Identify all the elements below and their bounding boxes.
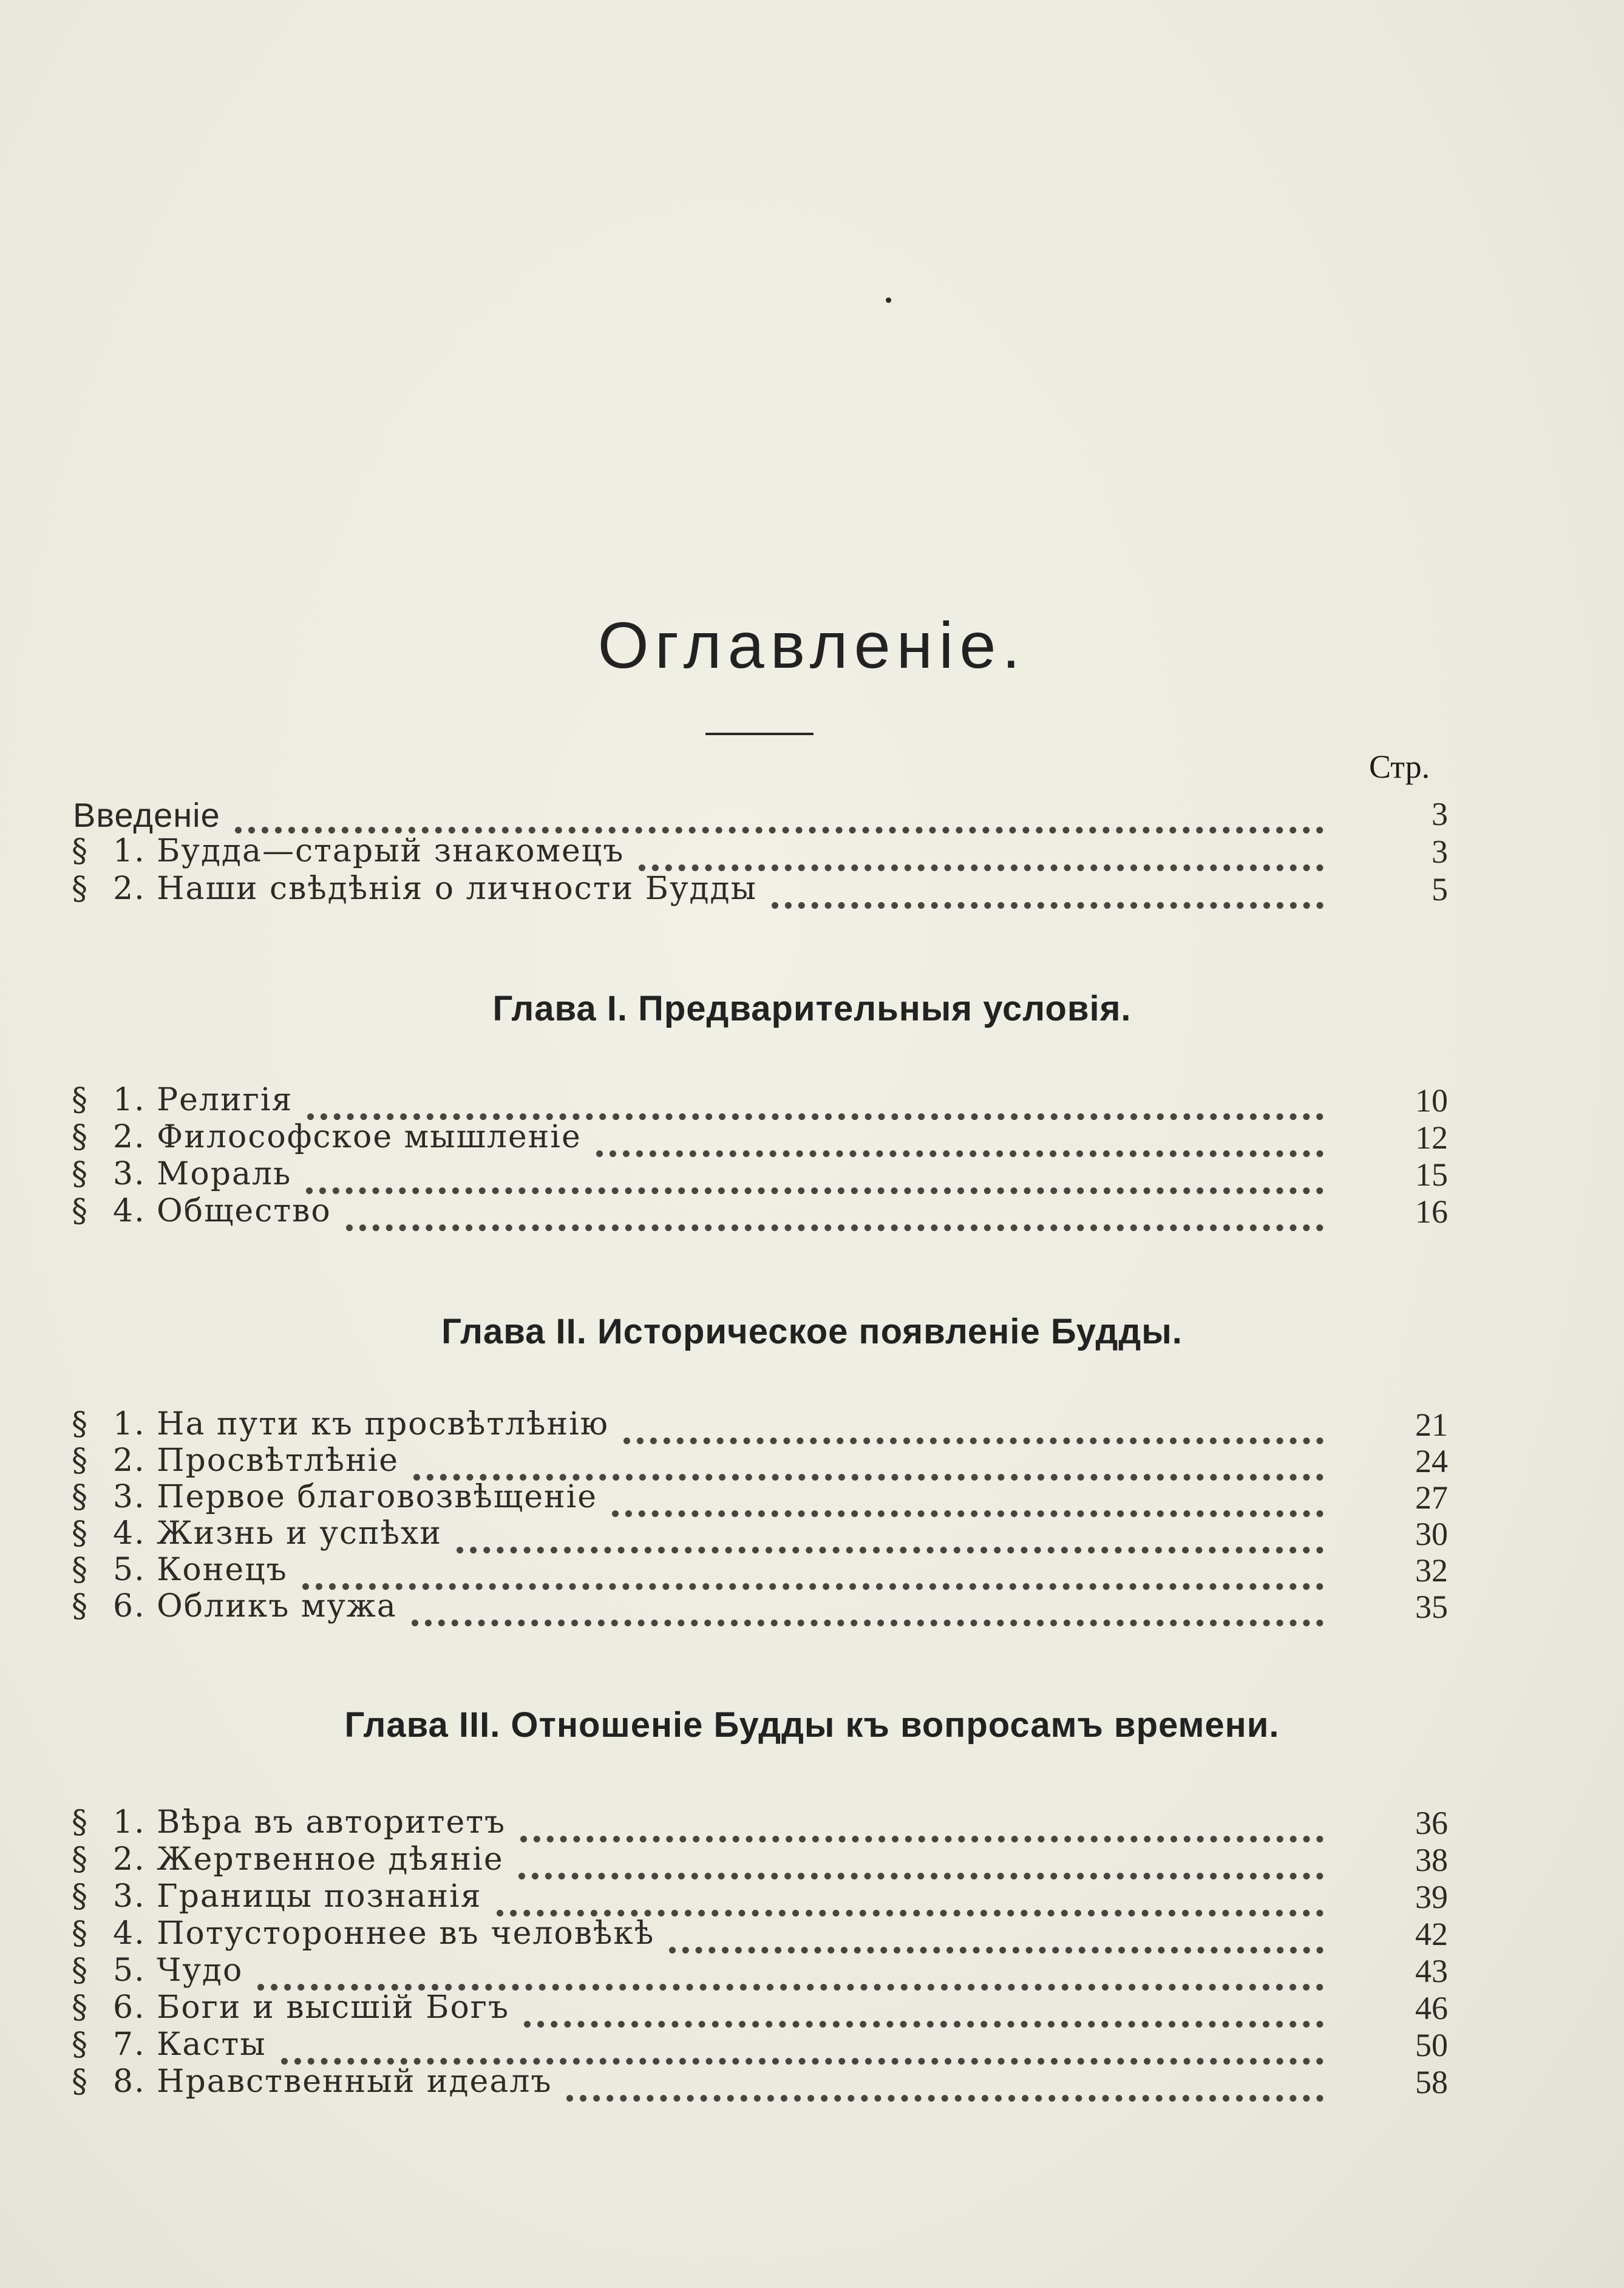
- section-mark: §: [72, 1841, 87, 1878]
- dot-leaders: [346, 1223, 1323, 1231]
- toc-entry: [0, 1442, 1448, 1481]
- entry-label: 4. Общество: [113, 1193, 331, 1229]
- entry-label: 1. Религія: [113, 1082, 293, 1118]
- dot-leaders: [412, 1618, 1323, 1626]
- entry-page-number: 15: [1415, 1156, 1448, 1193]
- toc-entry: [0, 1479, 1448, 1518]
- toc-entry: [0, 2063, 1448, 2102]
- entry-label: 5. Конецъ: [113, 1552, 288, 1588]
- toc-entry: [0, 1952, 1448, 1991]
- entry-label: 8. Нравственный идеалъ: [113, 2063, 552, 2100]
- entry-page-number: 30: [1415, 1516, 1448, 1552]
- entry-label: 2. Философское мышленіе: [113, 1119, 582, 1155]
- section-mark: §: [72, 1552, 87, 1588]
- toc-entry: [0, 1915, 1448, 1954]
- entry-page-number: 12: [1415, 1119, 1448, 1156]
- section-mark: §: [72, 871, 87, 907]
- entry-label: 4. Жизнь и успѣхи: [113, 1515, 442, 1552]
- entry-page-number: 36: [1415, 1805, 1448, 1841]
- section-mark: §: [72, 1804, 87, 1841]
- entry-label: 3. Границы познанія: [113, 1878, 482, 1915]
- entry-label: 2. Просвѣтлѣніе: [113, 1442, 399, 1479]
- section-mark: §: [72, 1479, 87, 1515]
- chapter-heading: Глава I. Предварительныя условія.: [492, 989, 1132, 1028]
- toc-entry: [0, 1193, 1448, 1232]
- entry-label: Введеніе: [73, 796, 220, 834]
- section-mark: §: [72, 1915, 87, 1952]
- entry-page-number: 32: [1415, 1552, 1448, 1589]
- section-mark: §: [72, 1082, 87, 1118]
- section-mark: §: [72, 2063, 87, 2100]
- entry-page-number: 50: [1415, 2027, 1448, 2063]
- entry-label: 3. Мораль: [113, 1156, 292, 1192]
- section-mark: §: [72, 1952, 87, 1989]
- entry-label: 2. Наши свѣдѣнія о личности Будды: [113, 871, 757, 907]
- entry-label: 1. На пути къ просвѣтлѣнію: [113, 1406, 610, 1442]
- chapter-heading: Глава III. Отношеніе Будды къ вопросамъ времени.: [344, 1705, 1280, 1745]
- dot-leaders: [772, 901, 1323, 909]
- section-mark: §: [72, 2026, 87, 2063]
- section-mark: §: [72, 1588, 87, 1624]
- entry-page-number: 21: [1415, 1407, 1448, 1443]
- section-mark: §: [72, 1442, 87, 1479]
- entry-page-number: 5: [1432, 871, 1448, 908]
- entry-label: 3. Первое благовозвѣщеніе: [113, 1479, 598, 1515]
- section-mark: §: [72, 1878, 87, 1915]
- entry-page-number: 3: [1432, 833, 1448, 870]
- entry-page-number: 24: [1415, 1443, 1448, 1479]
- section-mark: §: [72, 1156, 87, 1192]
- toc-entry: [0, 2026, 1448, 2065]
- toc-entry: [0, 1588, 1448, 1627]
- entry-page-number: 42: [1415, 1916, 1448, 1952]
- toc-entry: [0, 1878, 1448, 1917]
- entry-page-number: 3: [1432, 796, 1448, 832]
- entry-page-number: 38: [1415, 1842, 1448, 1878]
- toc-entry: [0, 1515, 1448, 1554]
- entry-label: 6. Обликъ мужа: [113, 1588, 397, 1624]
- entry-page-number: 16: [1415, 1193, 1448, 1230]
- entry-page-number: 10: [1415, 1082, 1448, 1119]
- toc-entry: [0, 1552, 1448, 1590]
- section-mark: §: [72, 1119, 87, 1155]
- pages-column-label: Стр.: [1369, 749, 1430, 785]
- entry-label: 5. Чудо: [113, 1952, 243, 1989]
- toc-entry: [0, 1841, 1448, 1880]
- section-mark: §: [72, 1989, 87, 2026]
- entry-page-number: 58: [1415, 2064, 1448, 2100]
- toc-entry: [0, 1989, 1448, 2028]
- toc-entry: [0, 1406, 1448, 1445]
- chapter-heading: Глава II. Историческое появленіе Будды.: [441, 1312, 1183, 1351]
- entry-page-number: 39: [1415, 1879, 1448, 1915]
- entry-label: 6. Боги и высшій Богъ: [113, 1989, 510, 2026]
- toc-entry: [0, 1119, 1448, 1158]
- toc-entry: [0, 871, 1448, 909]
- entry-page-number: 35: [1415, 1589, 1448, 1625]
- section-mark: §: [72, 1515, 87, 1552]
- entry-label: 1. Вѣра въ авторитетъ: [113, 1804, 506, 1841]
- title-rule: [705, 733, 814, 735]
- section-mark: §: [72, 833, 87, 869]
- toc-entry: [0, 833, 1448, 872]
- ink-dot: [886, 297, 891, 303]
- entry-label: 4. Потустороннее въ человѣкѣ: [113, 1915, 655, 1952]
- toc-entry: [0, 1804, 1448, 1843]
- entry-page-number: 43: [1415, 1953, 1448, 1989]
- dot-leaders: [566, 2094, 1323, 2102]
- section-mark: §: [72, 1406, 87, 1442]
- entry-label: 1. Будда—старый знакомецъ: [113, 833, 625, 869]
- entry-page-number: 46: [1415, 1990, 1448, 2026]
- entry-label: 2. Жертвенное дѣяніе: [113, 1841, 504, 1878]
- section-mark: §: [72, 1193, 87, 1229]
- page-title: Оглавленіе.: [597, 608, 1027, 682]
- toc-entry: [0, 1082, 1448, 1121]
- entry-label: 7. Касты: [113, 2026, 267, 2063]
- entry-page-number: 27: [1415, 1479, 1448, 1516]
- toc-entry: [0, 1156, 1448, 1195]
- toc-entry: [0, 795, 1448, 834]
